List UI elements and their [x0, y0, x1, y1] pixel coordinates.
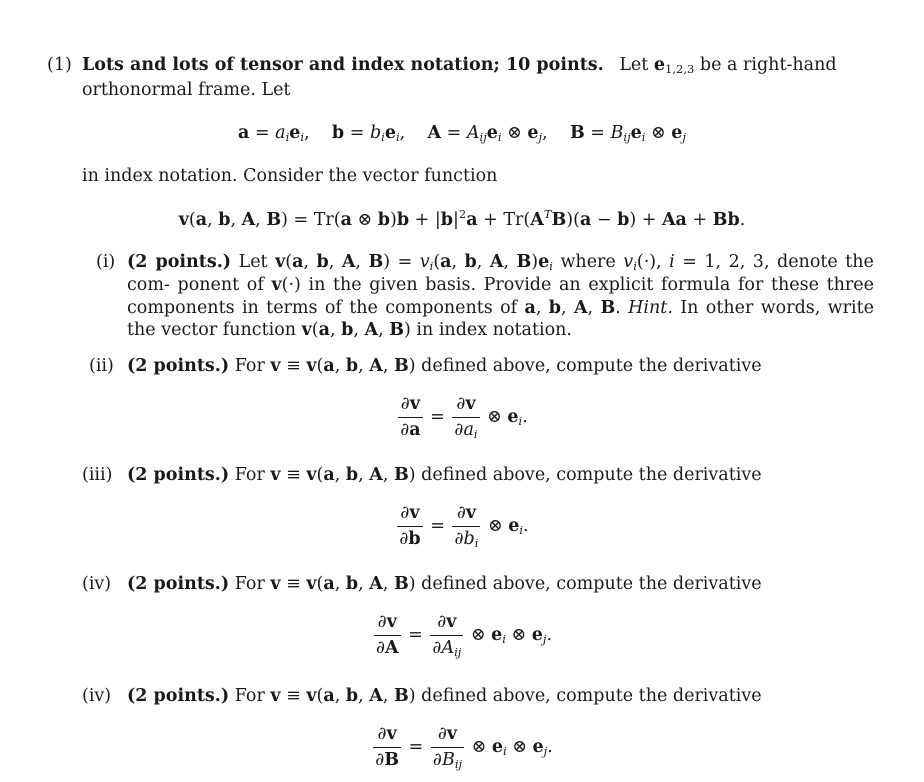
part-i-label: (i): [96, 252, 116, 272]
part-iii-text: (2 points.) For v ≡ v(a, b, A, B) defined above, compute the derivative: [127, 465, 762, 485]
vector-function-equation: v(a, b, A, B) = Tr(a ⊗ $b)b + |b|^2a + Tr(A^TB)(a - b) + Aa + Bb$.: [178, 207, 746, 230]
derivative-wrt-A: $\frac{\partial v}{\partial A}$ = $\frac{\partial v}{\partial A_{ij}}$ ⊗ $e_i$ ⊗ $e_j$.: [375, 612, 553, 659]
problem-number: (1): [47, 55, 72, 75]
problem-title-line: Lots and lots of tensor and index notation; 10 points. Let $e_{1,2,3}$ be a right-hand: [82, 55, 837, 76]
part-iv-a-label: (iv): [82, 574, 112, 594]
intro-let: Let: [619, 55, 649, 75]
derivative-wrt-b: $\frac{\partial v}{\partial b}$ = $\frac{\partial v}{\partial b_i}$ ⊗ $e_i$.: [399, 503, 529, 550]
problem-title: Lots and lots of tensor and index notation; 10 points.: [82, 55, 604, 75]
derivative-wrt-B: $\frac{\partial v}{\partial B}$ = $\frac{\partial v}{\partial B_{ij}}$ ⊗ $e_i$ ⊗ $e_j$.: [375, 724, 553, 771]
intro-right-hand: be a right-hand: [699, 55, 837, 75]
definitions-equation: $a = a_ie_i$, $b = b_ie_i$, $A = A_{ij}e_i$ ⊗ $e_j$, $B = B_{ij}e_i$ ⊗ $e_j$: [237, 123, 686, 144]
part-i-text: (2 points.) Let v(a, b, A, $B) = v_i(a$, b, A, $B)e_i$ where $v_i(\cdot)$, i = 1, 2, 3, denote the com- ponent of v(·) in the given basis. Provide an explicit formula for these three components in terms of the components of a, b, A, B. Hint. In other words, write the vector function v(a, b, A, B) in index notation.: [127, 252, 875, 341]
part-iii-label: (iii): [82, 465, 113, 485]
derivative-wrt-a: $\frac{\partial v}{\partial a}$ = $\frac{\partial v}{\partial a_i}$ ⊗ $e_i$.: [400, 394, 528, 441]
part-ii-text: (2 points.) For v ≡ v(a, b, A, B) defined above, compute the derivative: [127, 356, 762, 376]
part-ii-label: (ii): [89, 356, 114, 376]
after-definitions-text: in index notation. Consider the vector function: [82, 166, 498, 186]
part-iv-a-text: (2 points.) For v ≡ v(a, b, A, B) defined above, compute the derivative: [127, 574, 762, 594]
part-iv-b-text: (2 points.) For v ≡ v(a, b, A, B) defined above, compute the derivative: [127, 686, 762, 706]
part-iv-b-label: (iv): [82, 686, 112, 706]
intro-frame: orthonormal frame. Let: [82, 80, 291, 100]
